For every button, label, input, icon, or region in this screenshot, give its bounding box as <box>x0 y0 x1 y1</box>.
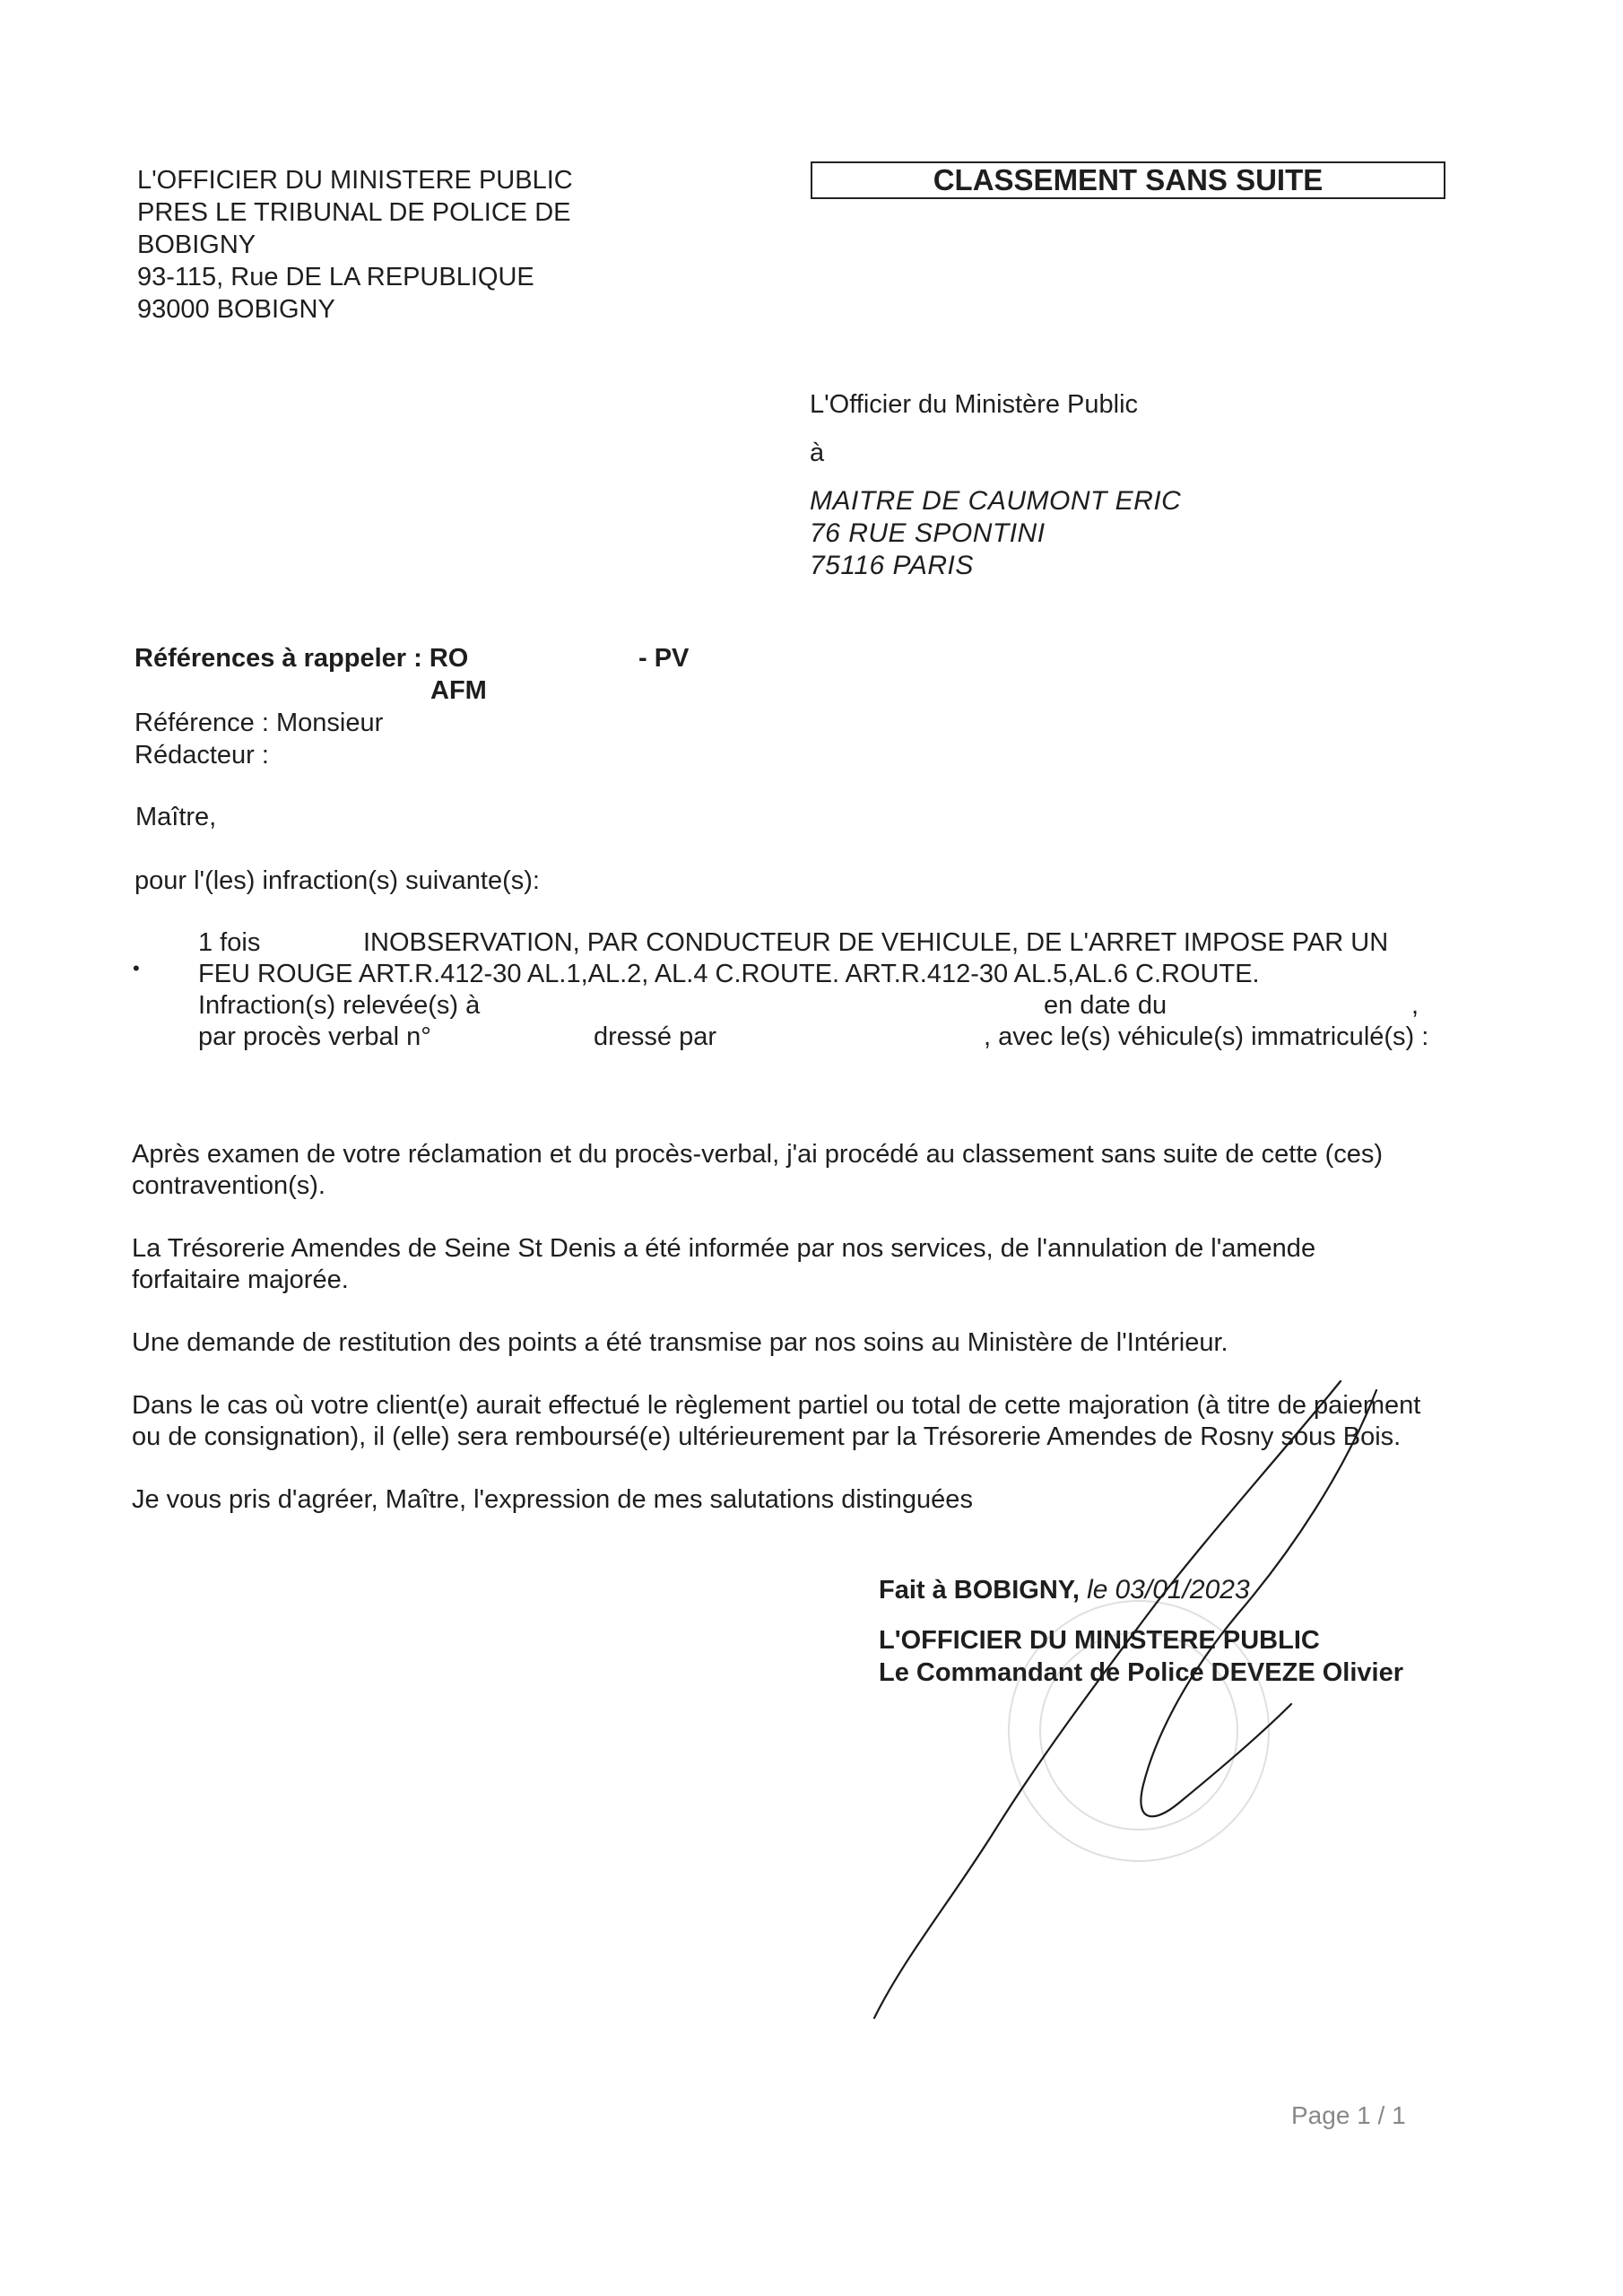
infraction-dresse: dressé par <box>594 1022 717 1051</box>
infraction-desc-line2: FEU ROUGE ART.R.412-30 AL.1,AL.2, AL.4 C.ROUTE. ART.R.412-30 AL.5,AL.6 C.ROUTE. <box>198 960 1260 988</box>
references-pv: - PV <box>638 644 690 673</box>
sender-line: 93-115, Rue DE LA REPUBLIQUE <box>137 263 534 291</box>
sender-line: 93000 BOBIGNY <box>137 295 335 324</box>
handwritten-signature-icon <box>874 1381 1376 2018</box>
page-number: Page 1 / 1 <box>1291 2101 1406 2129</box>
to-word: à <box>810 439 825 467</box>
references-label: Références à rappeler : RO <box>135 644 469 673</box>
recipient-street: 76 RUE SPONTINI <box>810 518 1046 548</box>
fait-a-label: Fait à BOBIGNY, <box>879 1576 1080 1605</box>
redacteur-line: Rédacteur : <box>135 741 269 770</box>
sender-line: PRES LE TRIBUNAL DE POLICE DE <box>137 198 571 227</box>
paragraph-remboursement: Dans le cas où votre client(e) aurait effectué le règlement partiel ou total de cette majoration (à titre de paiement ou de consignation), il (elle) sera remboursé(e) ultérieurement par la Trésorerie Amendes de Rosny sous Bois. <box>132 1391 1421 1451</box>
comma-mark: , <box>1411 991 1419 1020</box>
bullet-icon: • <box>133 957 140 979</box>
paragraph-examen: Après examen de votre réclamation et du procès-verbal, j'ai procédé au classement sans suite de cette (ces) contravention(s). <box>132 1140 1384 1200</box>
reference-line: Référence : Monsieur <box>135 709 384 737</box>
infraction-en-date: en date du <box>1044 991 1167 1020</box>
sender-line: BOBIGNY <box>137 230 256 259</box>
official-stamp-icon <box>1009 1601 1269 1861</box>
infraction-relevee: Infraction(s) relevée(s) à <box>198 991 481 1020</box>
document-title: CLASSEMENT SANS SUITE <box>811 161 1445 199</box>
infraction-vehicule: , avec le(s) véhicule(s) immatriculé(s) : <box>984 1022 1429 1051</box>
signature-office: L'OFFICIER DU MINISTERE PUBLIC <box>879 1626 1320 1655</box>
paragraph-tresorerie: La Trésorerie Amendes de Seine St Denis a été informée par nos services, de l'annulation de l'amende forfaitaire majorée. <box>132 1234 1316 1294</box>
infractions-intro: pour l'(les) infraction(s) suivante(s): <box>135 866 540 895</box>
infraction-pv-label: par procès verbal n° <box>198 1022 431 1051</box>
paragraph-salutations: Je vous pris d'agréer, Maître, l'expression de mes salutations distinguées <box>132 1485 973 1514</box>
date-prefix: le <box>1087 1575 1108 1605</box>
recipient-city: 75116 PARIS <box>810 551 974 580</box>
salutation: Maître, <box>135 803 217 831</box>
references-afm: AFM <box>430 676 487 705</box>
infraction-count: 1 fois <box>198 928 261 957</box>
from-line: L'Officier du Ministère Public <box>810 390 1139 419</box>
sender-line: L'OFFICIER DU MINISTERE PUBLIC <box>137 166 573 195</box>
infraction-desc-line1: INOBSERVATION, PAR CONDUCTEUR DE VEHICULE, DE L'ARRET IMPOSE PAR UN <box>363 928 1389 957</box>
signature-commander: Le Commandant de Police DEVEZE Olivier <box>879 1658 1403 1687</box>
signature-date: 03/01/2023 <box>1115 1575 1250 1605</box>
recipient-name: MAITRE DE CAUMONT ERIC <box>810 486 1182 516</box>
paragraph-restitution: Une demande de restitution des points a été transmise par nos soins au Ministère de l'Intérieur. <box>132 1328 1228 1357</box>
